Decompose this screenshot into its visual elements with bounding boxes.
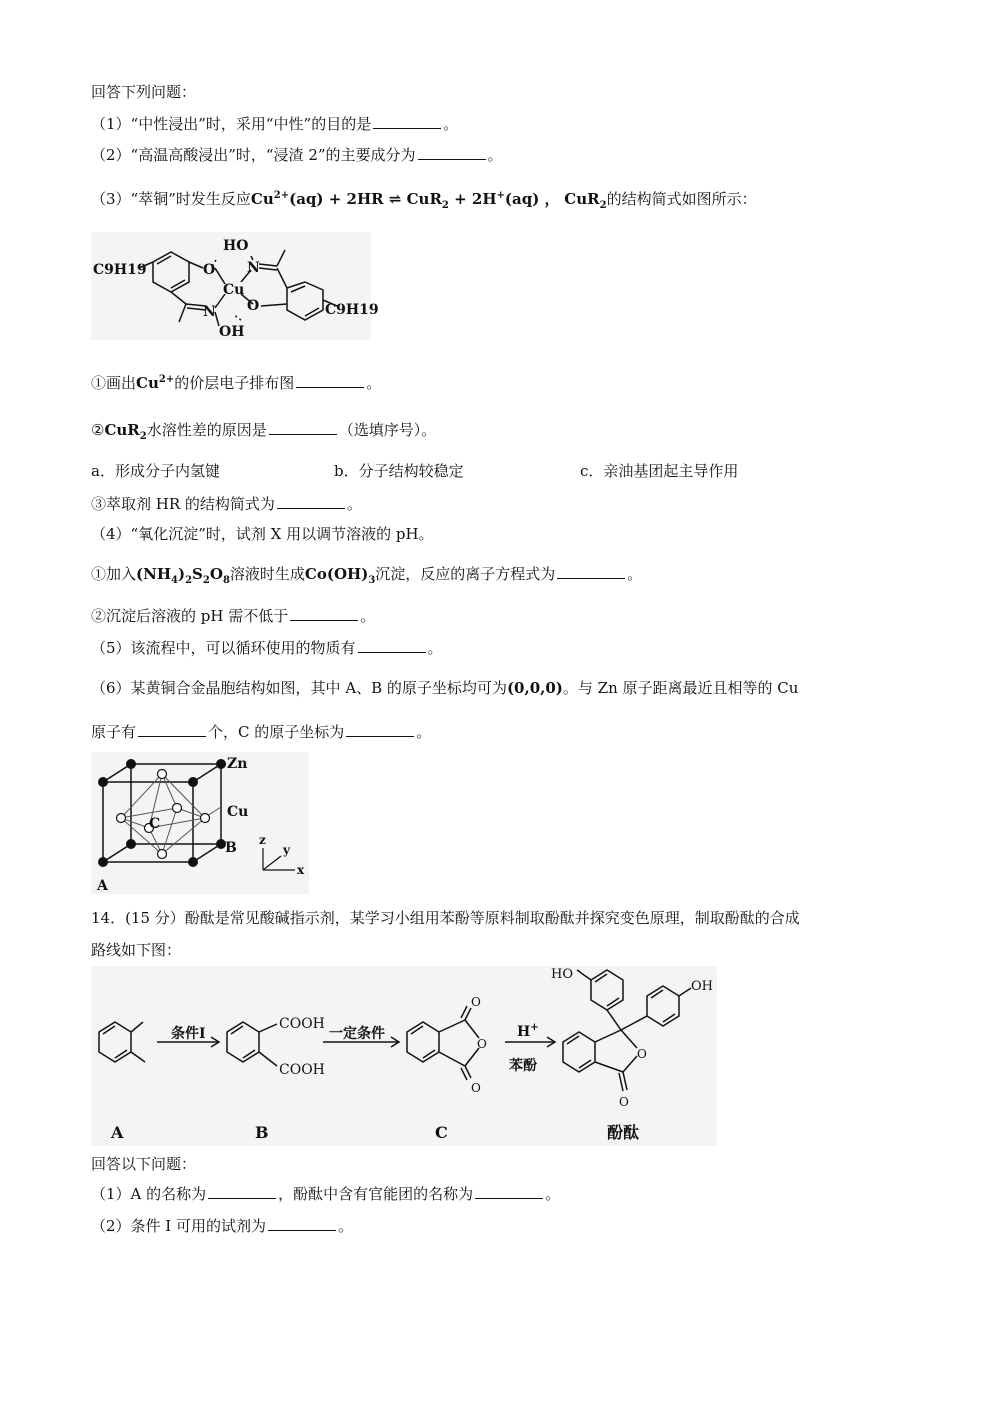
text: (NH — [136, 565, 171, 583]
y-axis-label: y — [283, 843, 290, 857]
text: 2 — [202, 575, 210, 586]
text: O — [209, 565, 223, 583]
intro-line — [91, 82, 196, 102]
text: 4 — [171, 575, 178, 586]
text: ②沉淀后溶液的 pH 需不低于 — [91, 607, 289, 625]
equation — [250, 190, 560, 211]
answer-blank[interactable] — [138, 722, 206, 737]
answer-blank[interactable] — [358, 638, 426, 653]
coordinate: (0,0,0) — [506, 679, 563, 697]
text: （3）“萃铜”时发生反应 — [91, 190, 251, 208]
question-6 — [91, 678, 798, 698]
answer-blank[interactable] — [475, 1184, 543, 1199]
text: 。 — [366, 374, 382, 392]
sub-question-2 — [91, 420, 436, 447]
condition-3-phenol: 苯酚 — [509, 1058, 537, 1074]
text: CuR — [104, 421, 140, 439]
cooh-top: COOH — [279, 1016, 325, 1032]
answer-blank[interactable] — [418, 145, 486, 160]
synthesis-route-figure — [91, 966, 717, 1146]
text: ，酚酞中含有官能团的名称为 — [278, 1185, 474, 1203]
sub-question-1 — [91, 370, 381, 393]
cu-label: Cu — [227, 804, 249, 820]
question-5 — [91, 638, 443, 658]
zn-label: Zn — [227, 756, 248, 772]
text: ①加入 — [91, 565, 137, 583]
text: 。 — [545, 1185, 561, 1203]
text: 的结构简式如图所示： — [606, 190, 757, 208]
text: 2 — [599, 200, 607, 211]
text: 溶液时生成 — [229, 565, 305, 583]
text: 。 — [427, 639, 443, 657]
z-axis-label: z — [259, 833, 266, 847]
text: 2+ — [158, 374, 175, 385]
text: 。 — [487, 146, 503, 164]
option-b: b．分子结构较稳定 — [334, 462, 464, 480]
cu-center: Cu — [223, 282, 245, 298]
text: + — [496, 190, 505, 201]
text: 2 — [185, 575, 193, 586]
question-4-1 — [91, 564, 642, 591]
answer-blank[interactable] — [296, 373, 364, 388]
text: (aq) + 2HR ⇌ CuR — [289, 190, 442, 208]
phenolphthalein-oh: OH — [691, 979, 713, 994]
text: 。 — [360, 607, 376, 625]
answer-blank[interactable] — [346, 722, 414, 737]
sub-question-3 — [91, 494, 362, 514]
text: 2 — [441, 200, 449, 211]
phenolphthalein-ho: HO — [551, 967, 573, 982]
text: ) — [177, 565, 186, 583]
question-1 — [91, 114, 458, 134]
question-4-2 — [91, 606, 375, 626]
c-label: C — [149, 816, 161, 832]
answer-blank[interactable] — [208, 1184, 276, 1199]
text: CuR — [564, 190, 600, 208]
answer-blank[interactable] — [277, 494, 345, 509]
answer-blank[interactable] — [290, 606, 358, 621]
text: 水溶性差的原因是 — [146, 421, 267, 439]
question-4: （4）“氧化沉淀”时，试剂 X 用以调节溶液的 pH。 — [91, 525, 434, 543]
text: （2）“高温高酸浸出”时，“浸渣 2”的主要成分为 — [91, 146, 416, 164]
crystal-cell-figure — [91, 752, 309, 894]
text: （1）“中性浸出”时，采用“中性”的目的是 — [91, 115, 372, 133]
text: （5）该流程中，可以循环使用的物质有 — [91, 639, 356, 657]
option-a: a．形成分子内氢键 — [91, 462, 220, 480]
text: 。 — [627, 565, 643, 583]
answer-blank[interactable] — [268, 1216, 336, 1231]
question-14-2 — [91, 1216, 353, 1236]
text: 的价层电子排布图 — [174, 374, 295, 392]
condition-1: 条件I — [171, 1026, 206, 1042]
condition-2: 一定条件 — [329, 1026, 385, 1042]
c9h19-left: C9H19 — [93, 262, 147, 278]
text: (aq) ， — [504, 190, 560, 208]
lactone-o: O — [637, 1047, 647, 1061]
text: （选填序号）。 — [338, 421, 437, 439]
x-axis-label: x — [297, 863, 305, 877]
text: 8 — [222, 575, 230, 586]
text: 。 — [338, 1217, 354, 1235]
question-3 — [91, 186, 757, 216]
label-b: B — [255, 1123, 269, 1142]
question-14-intro: 14．(15 分）酚酞是常见酸碱指示剂，某学习小组用苯酚等原料制取酚酞并探究变色原理，制取酚酞的合成 — [91, 909, 800, 927]
text: 。与 Zn 原子距离最近且相等的 Cu — [562, 679, 799, 697]
text: ③萃取剂 HR 的结构简式为 — [91, 495, 275, 513]
text: 2 — [139, 431, 147, 442]
ho-label: HO — [223, 238, 249, 254]
question-6-cont — [91, 722, 431, 742]
text: Cu — [250, 190, 274, 208]
question-14-answers: 回答以下问题： — [91, 1155, 197, 1173]
question-2 — [91, 145, 503, 165]
anhydride-o-top: O — [471, 995, 481, 1009]
text: 2+ — [273, 190, 290, 201]
answer-blank[interactable] — [269, 420, 337, 435]
cur2-structure-figure — [91, 232, 379, 340]
label-phenolphthalein: 酚酞 — [607, 1123, 640, 1142]
condition-3-acid: H+ — [517, 1022, 539, 1040]
text: ①画出 — [91, 374, 137, 392]
cooh-bottom: COOH — [279, 1062, 325, 1078]
text: （6）某黄铜合金晶胞结构如图，其中 A、B 的原子坐标均可为 — [91, 679, 507, 697]
text: S — [192, 565, 203, 583]
question-14-intro-cont: 路线如下图： — [91, 941, 182, 959]
text: 沉淀，反应的离子方程式为 — [375, 565, 556, 583]
a-label: A — [97, 878, 108, 894]
oh-label: OH — [219, 324, 245, 340]
text: Cu — [136, 374, 159, 392]
o-left: O — [203, 262, 216, 278]
text: Co(OH) — [304, 565, 369, 583]
text: 。 — [416, 723, 432, 741]
text: （1）A 的名称为 — [91, 1185, 207, 1203]
o-right: O — [247, 298, 260, 314]
text: 。 — [346, 495, 362, 513]
text: ② — [91, 421, 105, 439]
text: + 2H — [448, 190, 497, 208]
anhydride-o-ring: O — [477, 1037, 487, 1051]
text: （2）条件 I 可用的试剂为 — [91, 1217, 267, 1235]
carbonyl-o: O — [619, 1095, 629, 1109]
text: 3 — [368, 575, 376, 586]
text: 个，C 的原子坐标为 — [208, 723, 345, 741]
text: 回答下列问题： — [91, 83, 197, 101]
c9h19-right: C9H19 — [325, 302, 379, 318]
answer-blank[interactable] — [557, 564, 625, 579]
text: 。 — [443, 115, 459, 133]
answer-blank[interactable] — [373, 114, 441, 129]
n-bottom: N — [203, 304, 216, 320]
n-top: N — [247, 260, 260, 276]
label-a: A — [111, 1123, 124, 1142]
text: 原子有 — [91, 723, 137, 741]
anhydride-o-bottom: O — [471, 1081, 481, 1095]
b-label: B — [225, 840, 237, 856]
question-14-1 — [91, 1184, 560, 1204]
label-c: C — [435, 1123, 448, 1142]
option-c: c．亲油基团起主导作用 — [580, 462, 739, 480]
